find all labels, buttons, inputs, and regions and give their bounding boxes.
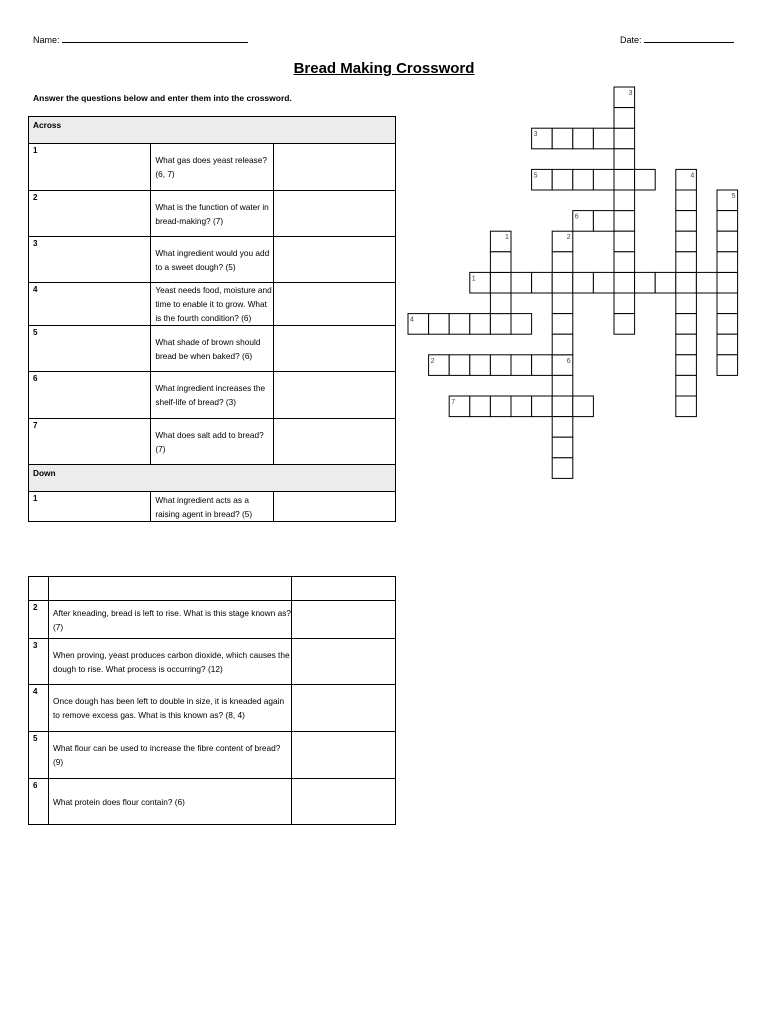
grid-cell[interactable]: [490, 355, 511, 376]
clue-text: What protein does flour contain? (6): [49, 779, 292, 825]
grid-cell[interactable]: [676, 396, 697, 417]
grid-cell[interactable]: [490, 293, 511, 314]
grid-cell[interactable]: [614, 128, 635, 149]
grid-cell[interactable]: [552, 252, 573, 273]
grid-cell[interactable]: [676, 190, 697, 211]
grid-cell[interactable]: [614, 252, 635, 273]
clue-text: What ingredient acts as a raising agent in bread? (5): [151, 492, 273, 522]
clue-number: 1: [29, 492, 151, 522]
grid-cell[interactable]: [717, 211, 738, 232]
grid-cell[interactable]: [593, 169, 614, 190]
grid-cell[interactable]: [573, 396, 594, 417]
grid-cell[interactable]: [614, 108, 635, 129]
grid-cell[interactable]: [676, 231, 697, 252]
clue-number: 4: [29, 685, 49, 732]
grid-cell[interactable]: [552, 334, 573, 355]
grid-cell[interactable]: [593, 272, 614, 293]
grid-cell[interactable]: [717, 314, 738, 335]
grid-clue-number: 1: [505, 234, 509, 242]
grid-cell[interactable]: [614, 314, 635, 335]
grid-cell[interactable]: [676, 334, 697, 355]
grid-cell[interactable]: [676, 314, 697, 335]
grid-cell[interactable]: [573, 272, 594, 293]
grid-cell[interactable]: [573, 128, 594, 149]
grid-cell[interactable]: [614, 231, 635, 252]
grid-cell[interactable]: [676, 355, 697, 376]
clue-text: Once dough has been left to double in size, it is kneaded again to remove excess gas. What is this known as? (8, 4): [49, 685, 292, 732]
clue-number: 6: [29, 372, 151, 419]
grid-cell[interactable]: [635, 272, 656, 293]
clue-number: 5: [29, 326, 151, 372]
grid-clue-number: 4: [690, 172, 695, 180]
grid-clue-number: 4: [410, 316, 414, 324]
grid-cell[interactable]: [717, 252, 738, 273]
grid-clue-number: 5: [533, 172, 538, 180]
grid-cell[interactable]: [449, 314, 470, 335]
grid-clue-number: 1: [471, 275, 476, 283]
grid-clue-number: 6: [566, 357, 571, 365]
instructions: Answer the questions below and enter them into the crossword.: [33, 93, 292, 103]
grid-cell[interactable]: [552, 293, 573, 314]
grid-cell[interactable]: [676, 252, 697, 273]
grid-cell[interactable]: [593, 128, 614, 149]
clue-number: 3: [29, 639, 49, 685]
grid-cell[interactable]: [614, 149, 635, 170]
grid-clue-number: 3: [628, 90, 633, 97]
clue-number: 2: [29, 601, 49, 639]
grid-cell[interactable]: [655, 272, 676, 293]
clue-number: 2: [29, 191, 151, 237]
grid-clue-number: 2: [566, 234, 571, 242]
grid-cell[interactable]: [614, 272, 635, 293]
grid-cell[interactable]: [593, 211, 614, 232]
grid-cell[interactable]: [573, 169, 594, 190]
grid-cell[interactable]: [490, 314, 511, 335]
clue-text: What shade of brown should bread be when baked? (6): [151, 326, 273, 372]
grid-cell[interactable]: [717, 272, 738, 293]
grid-cell[interactable]: [635, 169, 656, 190]
grid-cell[interactable]: [511, 272, 532, 293]
clue-text: What gas does yeast release? (6, 7): [151, 144, 273, 191]
grid-cell[interactable]: [552, 417, 573, 438]
clue-number: 5: [29, 732, 49, 779]
grid-clue-number: 7: [451, 399, 456, 406]
clue-text: Yeast needs food, moisture and time to enable it to grow. What is the fourth condition? (6): [151, 283, 273, 326]
clue-text: When proving, yeast produces carbon dioxide, which causes the dough to rise. What process is occurring? (12): [49, 639, 292, 685]
grid-cell[interactable]: [614, 293, 635, 314]
grid-cell[interactable]: [532, 396, 553, 417]
grid-cell[interactable]: [717, 334, 738, 355]
grid-cell[interactable]: [532, 355, 553, 376]
grid-clue-number: 3: [533, 131, 538, 139]
grid-cell[interactable]: [676, 293, 697, 314]
clue-text: What is the function of water in bread-making? (7): [151, 191, 273, 237]
grid-clue-number: 5: [731, 193, 736, 200]
grid-clue-number: 2: [430, 357, 435, 365]
clue-number: 6: [29, 779, 49, 825]
grid-cell[interactable]: [511, 396, 532, 417]
grid-cell[interactable]: [470, 355, 491, 376]
grid-cell[interactable]: [614, 169, 635, 190]
grid-cell[interactable]: [552, 272, 573, 293]
grid-cell[interactable]: [552, 396, 573, 417]
grid-cell[interactable]: [552, 169, 573, 190]
grid-cell[interactable]: [717, 293, 738, 314]
grid-cell[interactable]: [696, 272, 717, 293]
clue-number: 1: [29, 144, 151, 191]
grid-cell[interactable]: [532, 272, 553, 293]
grid-cell[interactable]: [470, 396, 491, 417]
grid-cell[interactable]: [676, 375, 697, 396]
grid-cell[interactable]: [552, 314, 573, 335]
grid-cell[interactable]: [717, 355, 738, 376]
grid-cell[interactable]: [490, 396, 511, 417]
grid-cell[interactable]: [676, 211, 697, 232]
clue-text: What flour can be used to increase the fibre content of bread? (9): [49, 732, 292, 779]
grid-cell[interactable]: [511, 314, 532, 335]
clue-number: 7: [29, 419, 151, 465]
across-heading: Across: [29, 117, 396, 144]
clue-text: What ingredient would you add to a sweet dough? (5): [151, 237, 273, 283]
grid-cell[interactable]: [490, 252, 511, 273]
clue-text: What does salt add to bread? (7): [151, 419, 273, 465]
grid-cell[interactable]: [552, 375, 573, 396]
grid-cell[interactable]: [552, 437, 573, 458]
clue-number: 3: [29, 237, 151, 283]
grid-cell[interactable]: [490, 272, 511, 293]
grid-cell[interactable]: [614, 211, 635, 232]
page-title: Bread Making Crossword: [293, 60, 475, 77]
grid-cell[interactable]: [511, 355, 532, 376]
grid-clue-number: 6: [574, 213, 579, 221]
grid-cell[interactable]: [717, 231, 738, 252]
clue-text: What ingredient increases the shelf-life of bread? (3): [151, 372, 273, 419]
grid-cell[interactable]: [552, 128, 573, 149]
name-label: Name:: [33, 35, 60, 45]
grid-cell[interactable]: [429, 314, 450, 335]
date-label: Date:: [620, 35, 642, 45]
grid-cell[interactable]: [676, 272, 697, 293]
grid-cell[interactable]: [470, 314, 491, 335]
clue-number: 4: [29, 283, 151, 326]
clue-text: After kneading, bread is left to rise. What is this stage known as? (7): [49, 601, 292, 639]
grid-cell[interactable]: [449, 355, 470, 376]
grid-cell[interactable]: [552, 458, 573, 479]
grid-cell[interactable]: [614, 190, 635, 211]
down-heading: Down: [29, 465, 396, 492]
